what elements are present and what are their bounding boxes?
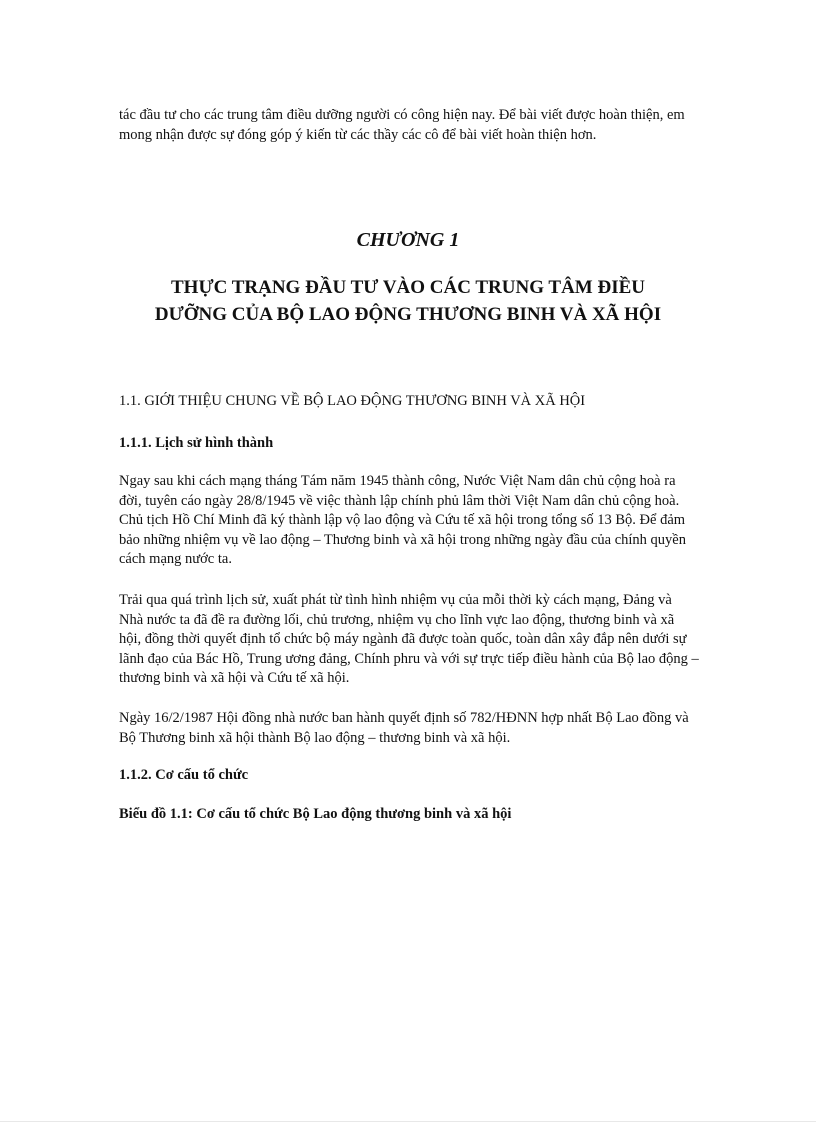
chapter-title-line-1: THỰC TRẠNG ĐẦU TƯ VÀO CÁC TRUNG TÂM ĐIỀU xyxy=(171,277,645,298)
paragraph-history-2: Trải qua quá trình lịch sử, xuất phát từ tình hình nhiệm vụ của mỗi thời kỳ cách mạng, Đảng và Nhà nước ta đã đề ra đường lối, chủ trương, nhiệm vụ cho lĩnh vực lao động, thương binh và xã hội, đồng thời quyết định tổ chức bộ máy ngành đã được toàn quốc, toàn dân xây đắp nên dưới sự lãnh đạo của Bác Hồ, Trung ương đảng, Chính phru và với sự trực tiếp điều hành của Bộ lao động – thương binh và xã hội và Cứu tế xã hội. xyxy=(119,592,699,686)
intro-paragraph: tác đầu tư cho các trung tâm điều dưỡng người có công hiện nay. Để bài viết được hoàn thiện, em mong nhận được sự đóng góp ý kiến từ các thầy các cô để bài viết hoàn thiện hơn. xyxy=(119,107,685,143)
chapter-number: CHƯƠNG 1 xyxy=(356,229,460,251)
chapter-title xyxy=(0,274,816,328)
subsection-heading-structure: 1.1.2. Cơ cấu tổ chức xyxy=(119,767,249,783)
paragraph-history-1: Ngay sau khi cách mạng tháng Tám năm 1945 thành công, Nước Việt Nam dân chủ cộng hoà ra đời, tuyên cáo ngày 28/8/1945 về việc thành lập chính phủ lâm thời Việt Nam dân chủ cộng hoà. Chủ tịch Hồ Chí Minh đã ký thành lập vộ lao động và Cứu tế xã hội trong tổng số 13 Bộ. Để đảm bảo những nhiệm vụ về lao động – Thương binh và xã hội trong những ngày đầu của chính quyền cách mạng nước ta. xyxy=(119,473,686,567)
paragraph-history-3: Ngày 16/2/1987 Hội đồng nhà nước ban hành quyết định số 782/HĐNN hợp nhất Bộ Lao đồng và Bộ Thương binh xã hội thành Bộ lao động – thương binh và xã hội. xyxy=(119,710,689,746)
section-heading: 1.1. GIỚI THIỆU CHUNG VỀ BỘ LAO ĐỘNG THƯƠNG BINH VÀ XÃ HỘI xyxy=(119,393,586,409)
chapter-title-line-2: DƯỠNG CỦA BỘ LAO ĐỘNG THƯƠNG BINH VÀ XÃ HỘI xyxy=(154,304,662,325)
page-bottom-divider xyxy=(0,1121,816,1122)
subsection-heading-history: 1.1.1. Lịch sử hình thành xyxy=(119,435,274,451)
figure-caption: Biểu đồ 1.1: Cơ cấu tổ chức Bộ Lao động thương binh và xã hội xyxy=(119,806,512,822)
